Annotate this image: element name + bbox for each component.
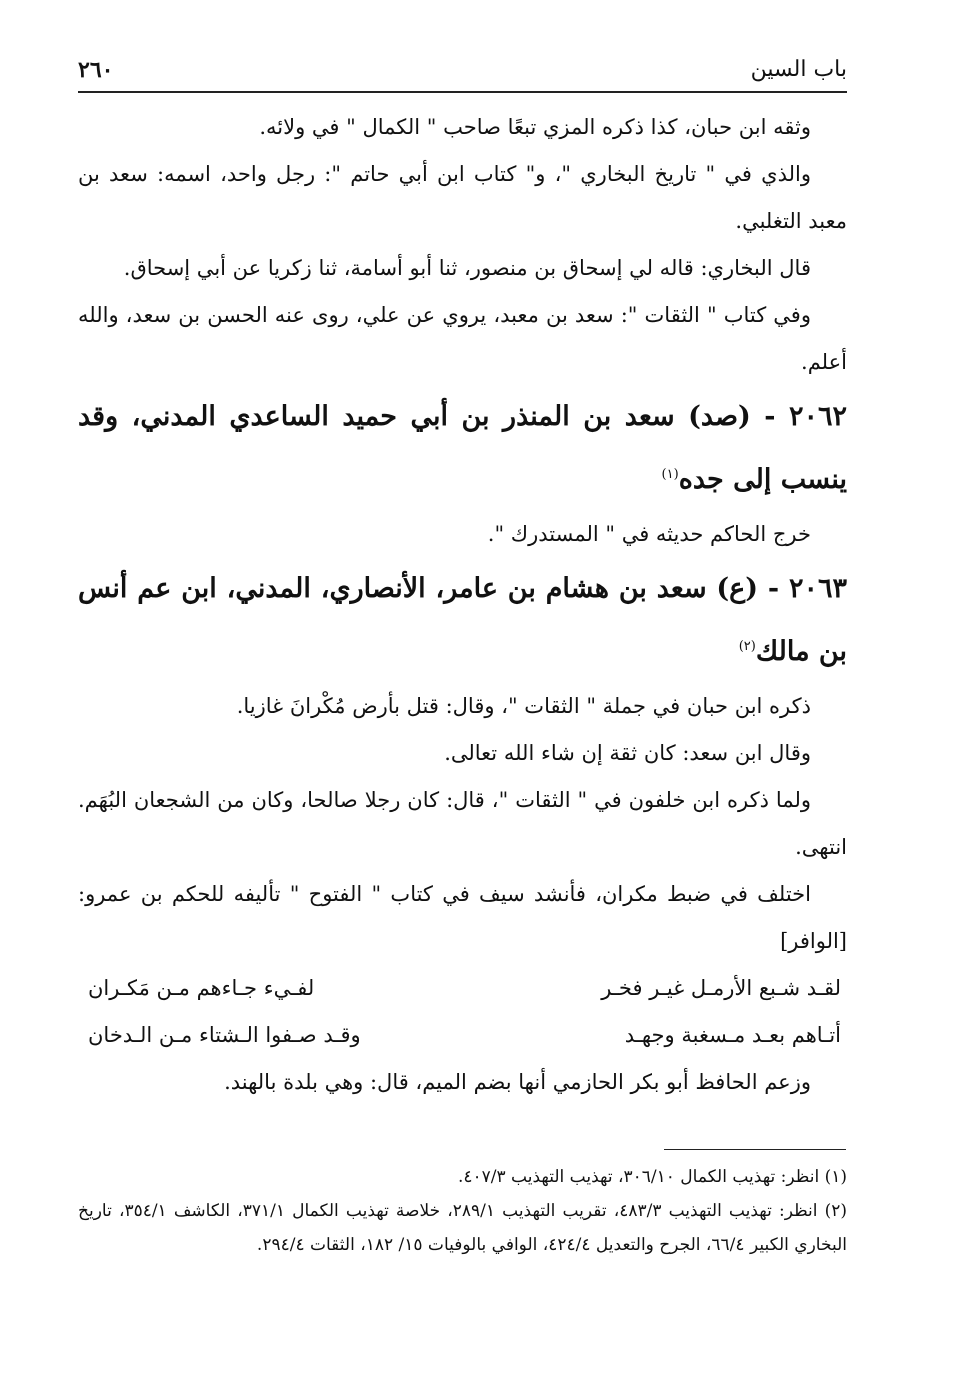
main-text <box>78 104 847 1106</box>
footnote-2: (٢) انظر: تهذيب التهذيب ٤٨٣/٣، تقريب التهذيب ٢٨٩/١، خلاصة تهذيب الكمال ٣٧١/١، الكاشف ٣٥٤/١، تاريخ البخاري الكبير ٦٦/٤، الجرح والتعديل ٤٢٤/٤، الوافي بالوفيات ١٥/ ١٨٢، الثقات ٢٩٤/٤. <box>78 1201 848 1255</box>
paragraph-6: ذكره ابن حبان في جملة " الثقات "، وقال: قتل بأرض مُكْرانَ غازيا. <box>236 694 811 718</box>
verse-2-first-hemistich: أتـاهم بعـد مـسغبة وجهـد <box>624 1023 841 1047</box>
poem-verse-1 <box>78 965 847 1012</box>
chapter-title: باب السين <box>750 57 847 82</box>
entry-heading-2063-text: ٢٠٦٣ - (ع) سعد بن هشام بن عامر، الأنصاري، المدني، ابن عم أنس بن مالك <box>78 573 847 667</box>
paragraph-8: ولما ذكره ابن خلفون في " الثقات "، قال: كان رجلا صالحا، وكان من الشجعان البُهَم. انتهى. <box>78 788 847 859</box>
paragraph-4: وفي كتاب " الثقات ": سعد بن معبد، يروي عن علي، روى عنه الحسن بن سعد، والله أعلم. <box>78 303 847 374</box>
entry-heading-2062-text: ٢٠٦٢ - (صد) سعد بن المنذر بن أبي حميد الساعدي المدني، وقد ينسب إلى جده <box>78 401 847 495</box>
paragraph-2: والذي في " تاريخ البخاري "، و" كتاب ابن أبي حاتم ": رجل واحد، اسمه: سعد بن معبد التغلبي. <box>78 162 847 233</box>
paragraph-9: اختلف في ضبط مكران، فأنشد سيف في كتاب " الفتوح " تأليفه للحكم بن عمرو: [الوافر] <box>78 882 847 953</box>
paragraph-7: وقال ابن سعد: كان ثقة إن شاء الله تعالى. <box>444 741 811 765</box>
paragraph-1: وثقه ابن حبان، كذا ذكره المزي تبعًا صاحب " الكمال " في ولائه. <box>259 115 811 139</box>
verse-1-first-hemistich: لقـد شـبع الأرمـل غيـر فخـر <box>601 976 841 1000</box>
paragraph-5: خرج الحاكم حديثه في " المستدرك ". <box>487 522 811 546</box>
poem-verse-2 <box>78 1012 847 1059</box>
entry-heading-2063 <box>78 560 847 681</box>
paragraph-10: وزعم الحافظ أبو بكر الحازمي أنها بضم الميم، قال: وهي بلدة بالهند. <box>224 1070 811 1094</box>
footnote-1: (١) انظر: تهذيب الكمال ٣٠٦/١٠، تهذيب التهذيب ٤٠٧/٣. <box>457 1167 847 1187</box>
paragraph-3: قال البخاري: قاله لي إسحاق بن منصور، ثنا أبو أسامة، ثنا زكريا عن أبي إسحاق. <box>123 256 811 280</box>
footnote-ref-2: (٢) <box>738 639 756 654</box>
footnote-divider <box>664 1149 846 1150</box>
verse-2-second-hemistich: وقـد صـفوا الـشتاء مـن الـدخان <box>88 1023 361 1047</box>
page-number: ٢٦٠ <box>78 57 114 83</box>
footnote-ref-1: (١) <box>661 467 679 482</box>
entry-heading-2062 <box>78 388 847 509</box>
running-header <box>78 55 847 93</box>
verse-1-second-hemistich: لفـيء جـاءهم مـن مَكـران <box>88 976 315 1000</box>
footnotes <box>78 1160 847 1262</box>
